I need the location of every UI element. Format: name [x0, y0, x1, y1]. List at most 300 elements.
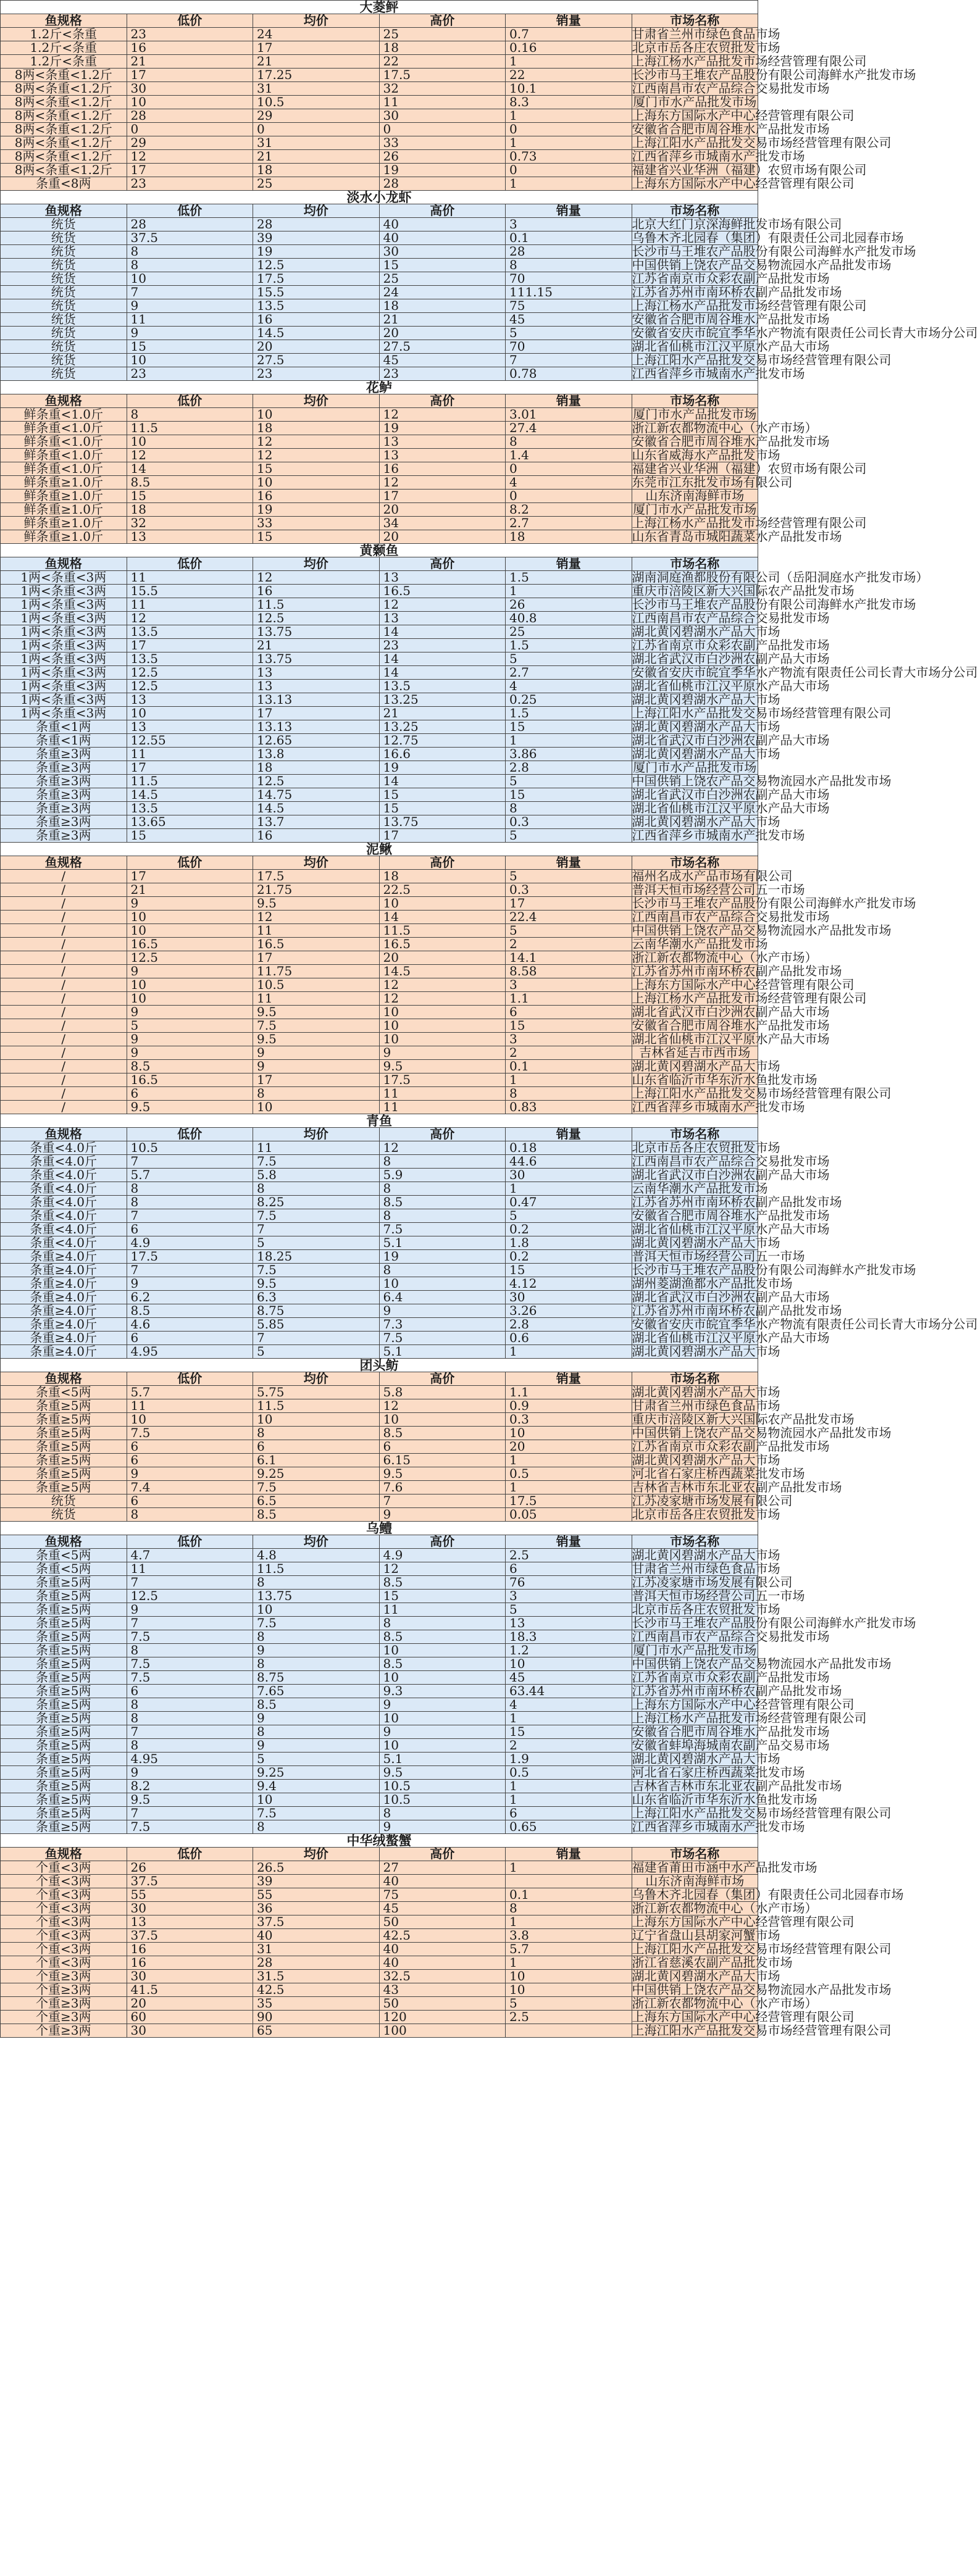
avg-price-cell: 20 — [253, 340, 380, 354]
low-price-cell: 23 — [127, 28, 253, 41]
spec-cell: 8两<条重<1.2斤 — [1, 82, 127, 96]
spec-cell: 条重≥5两 — [1, 1725, 127, 1739]
header-row — [1, 856, 758, 870]
market-name-cell: 长沙市马王堆农产品股份有限公司海鲜水产批发市场 — [632, 67, 916, 82]
table-row — [1, 422, 758, 435]
table-row — [1, 883, 758, 897]
high-price-cell: 26 — [379, 150, 506, 164]
avg-price-cell: 13 — [253, 680, 380, 693]
market-name-cell: 湖北省仙桃市江汉平原水产品大市场 — [632, 678, 830, 693]
avg-price-cell: 7.5 — [253, 1019, 380, 1033]
market-name-cell: 安徽省安庆市皖宜季华水产物流有限责任公司长青大市场分公司 — [632, 665, 978, 680]
avg-price-cell: 37.5 — [253, 1915, 380, 1929]
spec-cell: 个重<3两 — [1, 1875, 127, 1888]
high-price-cell: 10 — [379, 1413, 506, 1427]
avg-price-cell: 12 — [253, 571, 380, 585]
low-price-cell: 17 — [127, 639, 253, 652]
avg-price-cell: 21 — [253, 639, 380, 652]
high-price-cell: 40 — [379, 1956, 506, 1970]
avg-price-cell: 90 — [253, 2011, 380, 2024]
spec-cell: 鲜条重<1.0斤 — [1, 408, 127, 422]
spec-cell: 条重≥5两 — [1, 1630, 127, 1644]
avg-price-cell: 11 — [253, 992, 380, 1006]
high-price-cell: 11 — [379, 1087, 506, 1101]
spec-cell: 统货 — [1, 245, 127, 259]
market-name-cell: 重庆市涪陵区新大兴国际农产品批发市场 — [632, 583, 855, 598]
avg-price-cell: 17 — [253, 951, 380, 965]
table-row — [1, 164, 758, 177]
table-row — [1, 965, 758, 978]
market-name-cell: 浙江省慈溪农副产品批发市场 — [632, 1955, 793, 1970]
low-price-cell: 10 — [127, 911, 253, 924]
table-row — [1, 951, 758, 965]
high-price-cell: 19 — [379, 422, 506, 435]
high-price-cell: 18 — [379, 41, 506, 55]
column-header-avg: 均价 — [253, 394, 380, 408]
avg-price-cell: 15.5 — [253, 286, 380, 299]
table-row — [1, 1169, 758, 1182]
column-header-high: 高价 — [379, 1372, 506, 1386]
market-name-cell: 上海东方国际水产中心经营管理有限公司 — [632, 977, 855, 992]
column-header-avg: 均价 — [253, 856, 380, 870]
low-price-cell: 11 — [127, 313, 253, 327]
table-row — [1, 911, 758, 924]
low-price-cell: 0 — [127, 123, 253, 136]
market-name-cell: 厦门市水产品批发市场 — [632, 1644, 758, 1657]
low-price-cell: 8 — [127, 1712, 253, 1725]
avg-price-cell: 12.5 — [253, 612, 380, 625]
header-row — [1, 1128, 758, 1141]
spec-cell: 1两<条重<3两 — [1, 652, 127, 666]
low-price-cell: 29 — [127, 136, 253, 150]
table-row — [1, 1725, 758, 1739]
column-header-spec: 鱼规格 — [1, 394, 127, 408]
column-header-high: 高价 — [379, 14, 506, 28]
table-row — [1, 1060, 758, 1073]
low-price-cell: 8 — [127, 1182, 253, 1196]
table-row — [1, 1657, 758, 1671]
table-row — [1, 109, 758, 123]
high-price-cell: 4.9 — [379, 1549, 506, 1562]
volume-cell: 0.25 — [506, 693, 632, 707]
volume-cell: 0.73 — [506, 150, 632, 164]
table-row — [1, 1413, 758, 1427]
spec-cell: 条重≥5两 — [1, 1617, 127, 1630]
market-name-cell: 湖北省武汉市白沙洲农副产品大市场 — [632, 733, 830, 748]
table-row — [1, 693, 758, 707]
spec-cell: 个重≥3两 — [1, 2024, 127, 2038]
low-price-cell: 10.5 — [127, 1141, 253, 1155]
market-name-cell: 中国供销上饶农产品交易物流园水产品批发市场 — [632, 1982, 892, 1997]
table-row — [1, 177, 758, 191]
avg-price-cell: 5.85 — [253, 1318, 380, 1332]
table-row — [1, 476, 758, 490]
market-name-cell: 福建省兴业华洲（福建）农贸市场有限公司 — [632, 162, 867, 177]
low-price-cell: 26 — [127, 1861, 253, 1875]
spec-cell: 个重≥3两 — [1, 1997, 127, 2011]
header-row — [1, 1372, 758, 1386]
column-header-low: 低价 — [127, 856, 253, 870]
volume-cell: 3 — [506, 1590, 632, 1603]
spec-cell: 条重<5两 — [1, 1562, 127, 1576]
volume-cell: 6 — [506, 1807, 632, 1820]
table-row — [1, 530, 758, 544]
high-price-cell: 12 — [379, 476, 506, 490]
avg-price-cell: 17 — [253, 41, 380, 55]
volume-cell: 17 — [506, 897, 632, 911]
table-row — [1, 503, 758, 517]
volume-cell: 15 — [506, 1019, 632, 1033]
volume-cell: 0 — [506, 462, 632, 476]
high-price-cell: 8 — [379, 1807, 506, 1820]
market-name-cell: 长沙市马王堆农产品股份有限公司海鲜水产批发市场 — [632, 1262, 916, 1277]
volume-cell: 3.26 — [506, 1304, 632, 1318]
market-name-cell: 甘肃省兰州市绿色食品市场 — [632, 1398, 780, 1413]
high-price-cell: 14.5 — [379, 965, 506, 978]
column-header-market: 市场名称 — [632, 1128, 758, 1141]
volume-cell: 10 — [506, 1983, 632, 1997]
spec-cell: 条重≥5两 — [1, 1780, 127, 1793]
high-price-cell: 16.6 — [379, 748, 506, 761]
high-price-cell: 9.3 — [379, 1685, 506, 1698]
low-price-cell: 13.5 — [127, 802, 253, 815]
avg-price-cell: 17.5 — [253, 272, 380, 286]
spec-cell: / — [1, 870, 127, 883]
high-price-cell: 30 — [379, 245, 506, 259]
avg-price-cell: 11 — [253, 924, 380, 938]
avg-price-cell: 8 — [253, 1820, 380, 1834]
spec-cell: 条重≥5两 — [1, 1454, 127, 1467]
column-header-low: 低价 — [127, 1535, 253, 1549]
volume-cell: 7 — [506, 354, 632, 367]
low-price-cell: 11.5 — [127, 775, 253, 788]
high-price-cell: 45 — [379, 354, 506, 367]
spec-cell: 条重≥5两 — [1, 1793, 127, 1807]
section-title-row — [1, 191, 758, 204]
table-row — [1, 924, 758, 938]
table-row — [1, 1562, 758, 1576]
column-header-low: 低价 — [127, 204, 253, 218]
spec-cell: 1两<条重<3两 — [1, 625, 127, 639]
high-price-cell: 20 — [379, 503, 506, 517]
high-price-cell: 40 — [379, 1943, 506, 1956]
avg-price-cell: 7.65 — [253, 1685, 380, 1698]
market-name-cell: 吉林省延吉市西市场 — [632, 1046, 758, 1060]
column-header-spec: 鱼规格 — [1, 1128, 127, 1141]
high-price-cell: 30 — [379, 109, 506, 123]
high-price-cell: 33 — [379, 136, 506, 150]
avg-price-cell: 16 — [253, 490, 380, 503]
spec-cell: 条重≥5两 — [1, 1698, 127, 1712]
avg-price-cell: 14.5 — [253, 327, 380, 340]
table-row — [1, 1223, 758, 1236]
table-row — [1, 1454, 758, 1467]
column-header-high: 高价 — [379, 1535, 506, 1549]
high-price-cell: 9.5 — [379, 1766, 506, 1780]
market-name-cell: 湖州菱湖渔都水产品批发市场 — [632, 1276, 793, 1291]
avg-price-cell: 28 — [253, 218, 380, 231]
market-name-cell: 河北省石家庄桥西蔬菜批发市场 — [632, 1765, 805, 1780]
table-row — [1, 1046, 758, 1060]
volume-cell: 0 — [506, 123, 632, 136]
volume-cell: 25 — [506, 625, 632, 639]
high-price-cell: 12 — [379, 1562, 506, 1576]
volume-cell: 1 — [506, 109, 632, 123]
spec-cell: 个重≥3两 — [1, 1983, 127, 1997]
market-name-cell: 湖北省武汉市白沙洲农副产品大市场 — [632, 1167, 830, 1182]
low-price-cell: 10 — [127, 707, 253, 720]
volume-cell: 1 — [506, 585, 632, 598]
low-price-cell: 9.5 — [127, 1793, 253, 1807]
market-name-cell: 安徽省安庆市皖宜季华水产物流有限责任公司长青大市场分公司 — [632, 1317, 978, 1332]
spec-cell: 8两<条重<1.2斤 — [1, 96, 127, 109]
spec-cell: 统货 — [1, 299, 127, 313]
volume-cell: 45 — [506, 1671, 632, 1685]
table-row — [1, 2011, 758, 2024]
avg-price-cell: 12 — [253, 449, 380, 462]
market-name-cell: 湖北黄冈碧湖水产品大市场 — [632, 746, 780, 761]
table-row — [1, 1264, 758, 1277]
volume-cell: 1 — [506, 1481, 632, 1494]
low-price-cell: 17 — [127, 870, 253, 883]
spec-cell: 1两<条重<3两 — [1, 707, 127, 720]
spec-cell: / — [1, 938, 127, 951]
spec-cell: 条重≥3两 — [1, 748, 127, 761]
volume-cell: 2.5 — [506, 2011, 632, 2024]
spec-cell: 条重<5两 — [1, 1386, 127, 1399]
high-price-cell: 8.5 — [379, 1427, 506, 1440]
spec-cell: 条重≥4.0斤 — [1, 1264, 127, 1277]
section-title: 花鲈 — [1, 381, 758, 394]
low-price-cell: 37.5 — [127, 1929, 253, 1943]
low-price-cell: 28 — [127, 218, 253, 231]
table-row — [1, 1915, 758, 1929]
high-price-cell: 42.5 — [379, 1929, 506, 1943]
low-price-cell: 13 — [127, 1915, 253, 1929]
table-row — [1, 82, 758, 96]
spec-cell: 统货 — [1, 231, 127, 245]
avg-price-cell: 16 — [253, 313, 380, 327]
section-title: 黄颡鱼 — [1, 544, 758, 557]
avg-price-cell: 12 — [253, 435, 380, 449]
low-price-cell: 20 — [127, 1997, 253, 2011]
spec-cell: 条重≥5两 — [1, 1427, 127, 1440]
spec-cell: / — [1, 978, 127, 992]
market-name-cell: 江苏省苏州市南环桥农副产品批发市场 — [632, 1194, 842, 1209]
avg-price-cell: 12.5 — [253, 259, 380, 272]
avg-price-cell: 16 — [253, 585, 380, 598]
table-row — [1, 245, 758, 259]
spec-cell: / — [1, 1073, 127, 1087]
low-price-cell: 15 — [127, 829, 253, 843]
low-price-cell: 7 — [127, 1807, 253, 1820]
spec-cell: 条重<4.0斤 — [1, 1209, 127, 1223]
low-price-cell: 8.2 — [127, 1780, 253, 1793]
high-price-cell: 8 — [379, 1209, 506, 1223]
market-name-cell: 江西省萍乡市城南水产批发市场 — [632, 828, 805, 843]
high-price-cell: 13.75 — [379, 815, 506, 829]
low-price-cell: 16.5 — [127, 938, 253, 951]
spec-cell: 条重≥4.0斤 — [1, 1332, 127, 1345]
spec-cell: 条重≥3两 — [1, 802, 127, 815]
low-price-cell: 11.5 — [127, 422, 253, 435]
market-name-cell: 长沙市马王堆农产品股份有限公司海鲜水产批发市场 — [632, 244, 916, 259]
table-row — [1, 1236, 758, 1250]
section-title: 泥鳅 — [1, 843, 758, 856]
high-price-cell: 45 — [379, 1902, 506, 1915]
column-header-volume: 销量 — [506, 204, 632, 218]
market-name-cell: 湖北黄冈碧湖水产品大市场 — [632, 1059, 780, 1073]
low-price-cell: 30 — [127, 2024, 253, 2038]
section-title-row — [1, 1522, 758, 1535]
table-row — [1, 1304, 758, 1318]
table-row — [1, 1399, 758, 1413]
spec-cell: / — [1, 1019, 127, 1033]
market-name-cell: 湖北黄冈碧湖水产品大市场 — [632, 814, 780, 829]
high-price-cell: 12 — [379, 1141, 506, 1155]
spec-cell: / — [1, 1101, 127, 1114]
volume-cell: 15 — [506, 720, 632, 734]
volume-cell: 5 — [506, 327, 632, 340]
spec-cell: 鲜条重<1.0斤 — [1, 462, 127, 476]
market-name-cell: 江西南昌市农产品综合交易批发市场 — [632, 611, 830, 625]
volume-cell: 1 — [506, 1182, 632, 1196]
volume-cell: 0.05 — [506, 1508, 632, 1522]
market-name-cell: 长沙市马王堆农产品股份有限公司海鲜水产批发市场 — [632, 597, 916, 612]
volume-cell: 1 — [506, 1454, 632, 1467]
high-price-cell: 34 — [379, 517, 506, 530]
low-price-cell: 21 — [127, 55, 253, 69]
low-price-cell: 7.5 — [127, 1671, 253, 1685]
avg-price-cell: 11.5 — [253, 1562, 380, 1576]
high-price-cell: 10 — [379, 1644, 506, 1657]
table-row — [1, 231, 758, 245]
high-price-cell: 8 — [379, 1182, 506, 1196]
low-price-cell: 13 — [127, 530, 253, 544]
table-row — [1, 1141, 758, 1155]
spec-cell: 条重≥5两 — [1, 1644, 127, 1657]
high-price-cell: 17 — [379, 490, 506, 503]
table-row — [1, 598, 758, 612]
column-header-volume: 销量 — [506, 1128, 632, 1141]
low-price-cell: 10 — [127, 272, 253, 286]
spec-cell: 条重≥4.0斤 — [1, 1318, 127, 1332]
volume-cell: 1 — [506, 1712, 632, 1725]
low-price-cell: 10 — [127, 924, 253, 938]
spec-cell: 条重<1两 — [1, 734, 127, 748]
low-price-cell: 7.5 — [127, 1657, 253, 1671]
volume-cell: 5 — [506, 652, 632, 666]
avg-price-cell: 7 — [253, 1332, 380, 1345]
market-name-cell: 湖北省武汉市白沙洲农副产品大市场 — [632, 1004, 830, 1019]
market-name-cell: 山东省临沂市华东沂水鱼批发市场 — [632, 1792, 817, 1807]
high-price-cell: 14 — [379, 625, 506, 639]
column-header-market: 市场名称 — [632, 1535, 758, 1549]
high-price-cell: 7.5 — [379, 1223, 506, 1236]
market-name-cell: 上海江阳水产品批发交易市场经营管理有限公司 — [632, 706, 892, 720]
low-price-cell: 21 — [127, 883, 253, 897]
avg-price-cell: 8.25 — [253, 1196, 380, 1209]
section-4 — [1, 841, 916, 1114]
spec-cell: 条重≥4.0斤 — [1, 1250, 127, 1264]
section-1 — [1, 190, 978, 381]
column-header-avg: 均价 — [253, 557, 380, 571]
market-name-cell: 湖北黄冈碧湖水产品大市场 — [632, 1453, 780, 1467]
spec-cell: 个重<3两 — [1, 1888, 127, 1902]
table-row — [1, 1073, 758, 1087]
avg-price-cell: 13.13 — [253, 693, 380, 707]
low-price-cell: 13 — [127, 693, 253, 707]
avg-price-cell: 12.65 — [253, 734, 380, 748]
spec-cell: 1两<条重<3两 — [1, 639, 127, 652]
table-row — [1, 272, 758, 286]
avg-price-cell: 10.5 — [253, 96, 380, 109]
table-row — [1, 1101, 758, 1114]
spec-cell: 条重≥3两 — [1, 788, 127, 802]
avg-price-cell: 9 — [253, 1644, 380, 1657]
spec-cell: / — [1, 883, 127, 897]
high-price-cell: 9.5 — [379, 1060, 506, 1073]
high-price-cell: 21 — [379, 707, 506, 720]
spec-cell: 条重<4.0斤 — [1, 1236, 127, 1250]
high-price-cell: 8.5 — [379, 1657, 506, 1671]
volume-cell: 17.5 — [506, 1494, 632, 1508]
market-name-cell: 湖北黄冈碧湖水产品大市场 — [632, 719, 780, 734]
column-header-market: 市场名称 — [632, 1372, 758, 1386]
market-name-cell: 上海东方国际水产中心经营管理有限公司 — [632, 2009, 855, 2024]
low-price-cell: 7 — [127, 1209, 253, 1223]
low-price-cell: 4.95 — [127, 1753, 253, 1766]
section-title-row — [1, 1359, 758, 1372]
table-row — [1, 1780, 758, 1793]
avg-price-cell: 31 — [253, 82, 380, 96]
low-price-cell: 32 — [127, 517, 253, 530]
avg-price-cell: 26.5 — [253, 1861, 380, 1875]
avg-price-cell: 6.1 — [253, 1454, 380, 1467]
spec-cell: 个重<3两 — [1, 1943, 127, 1956]
low-price-cell: 6.2 — [127, 1291, 253, 1304]
volume-cell: 1 — [506, 1793, 632, 1807]
low-price-cell: 8 — [127, 245, 253, 259]
spec-cell: 条重<4.0斤 — [1, 1196, 127, 1209]
high-price-cell: 6.4 — [379, 1291, 506, 1304]
volume-cell: 0.1 — [506, 231, 632, 245]
table-row — [1, 1875, 758, 1888]
avg-price-cell: 42.5 — [253, 1983, 380, 1997]
market-name-cell: 江苏省苏州市南环桥农副产品批发市场 — [632, 964, 842, 978]
spec-cell: 1两<条重<3两 — [1, 571, 127, 585]
spec-cell: 鲜条重<1.0斤 — [1, 435, 127, 449]
table-row — [1, 41, 758, 55]
low-price-cell: 23 — [127, 177, 253, 191]
spec-cell: 8两<条重<1.2斤 — [1, 109, 127, 123]
spec-cell: / — [1, 897, 127, 911]
market-name-cell: 湖北省武汉市白沙洲农副产品大市场 — [632, 787, 830, 802]
market-name-cell: 湖北省武汉市白沙洲农副产品大市场 — [632, 651, 830, 666]
spec-cell: 鲜条重≥1.0斤 — [1, 476, 127, 490]
high-price-cell: 12 — [379, 978, 506, 992]
high-price-cell: 9 — [379, 1725, 506, 1739]
table-row — [1, 1753, 758, 1766]
table-row — [1, 1318, 758, 1332]
high-price-cell: 13.25 — [379, 693, 506, 707]
high-price-cell: 14 — [379, 775, 506, 788]
market-name-cell: 上海东方国际水产中心经营管理有限公司 — [632, 108, 855, 123]
table-row — [1, 1820, 758, 1834]
volume-cell: 8 — [506, 259, 632, 272]
market-name-cell: 湖北黄冈碧湖水产品大市场 — [632, 692, 780, 707]
table-row — [1, 585, 758, 598]
